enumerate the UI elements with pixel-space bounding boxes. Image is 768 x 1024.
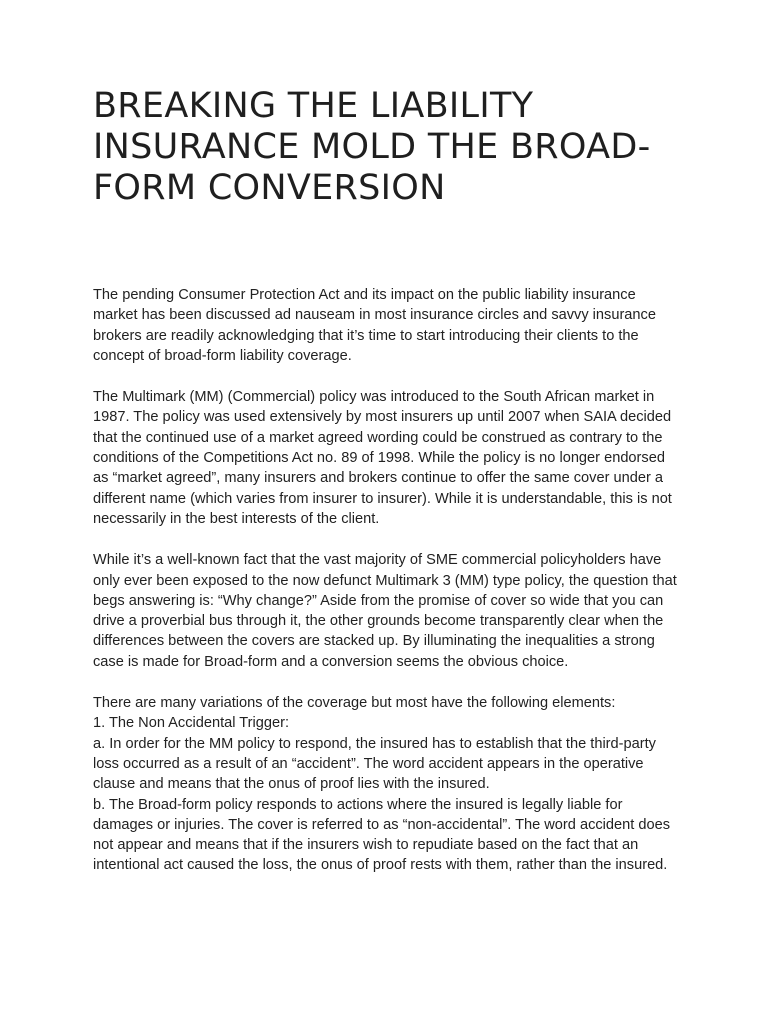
paragraph-why-change: While it’s a well-known fact that the vast majority of SME commercial policyholders have only ever been exposed to the now defunct Multimark 3 (MM) type policy, the question that begs answering is: “Why change?” Aside from the promise of cover so wide that you can drive a proverbial bus through it, the other grounds become transparently clear when the differences between the covers are stacked up. By illuminating the inequalities a strong case is made for Broad-form and a conversion seems the obvious choice.	[93, 552, 677, 670]
paragraph-intro: The pending Consumer Protection Act and its impact on the public liability insurance market has been discussed ad nauseam in most insurance circles and savvy insurance brokers are readily acknowledging that it’s time to start introducing their clients to the concept of broad-form liability coverage.	[93, 287, 656, 364]
coverage-elements-section	[93, 693, 683, 876]
paragraph-multimark-history: The Multimark (MM) (Commercial) policy was introduced to the South African market in 1987. The policy was used extensively by most insurers up until 2007 when SAIA decided that the continued use of a market agreed wording could be construed as contrary to the conditions of the Competitions Act no. 89 of 1998. While the policy is no longer endorsed as “market agreed”, many insurers and brokers continue to offer the same cover under a different name (which varies from insurer to insurer). While it is understandable, this is not necessarily in the best interests of the client.	[93, 389, 672, 527]
element-1-item-b: b. The Broad-form policy responds to actions where the insured is legally liable for damages or injuries. The cover is referred to as “non-accidental”. The word accident does not appear and means that if the insurers wish to repudiate based on the fact that an intentional act caused the loss, the onus of proof rests with them, rather than the insured.	[93, 796, 671, 874]
document-title: BREAKING THE LIABILITY INSURANCE MOLD THE BROAD-FORM CONVERSION	[93, 86, 651, 208]
document-body	[93, 285, 683, 876]
elements-intro: There are many variations of the coverage but most have the following elements:	[93, 695, 616, 712]
element-1-heading: 1. The Non Accidental Trigger:	[93, 715, 290, 732]
element-1-item-a: a. In order for the MM policy to respond, the insured has to establish that the third-party loss occurred as a result of an “accident”. The word accident appears in the operative clause and means that the onus of proof lies with the insured.	[93, 735, 656, 793]
document-page	[93, 86, 683, 876]
